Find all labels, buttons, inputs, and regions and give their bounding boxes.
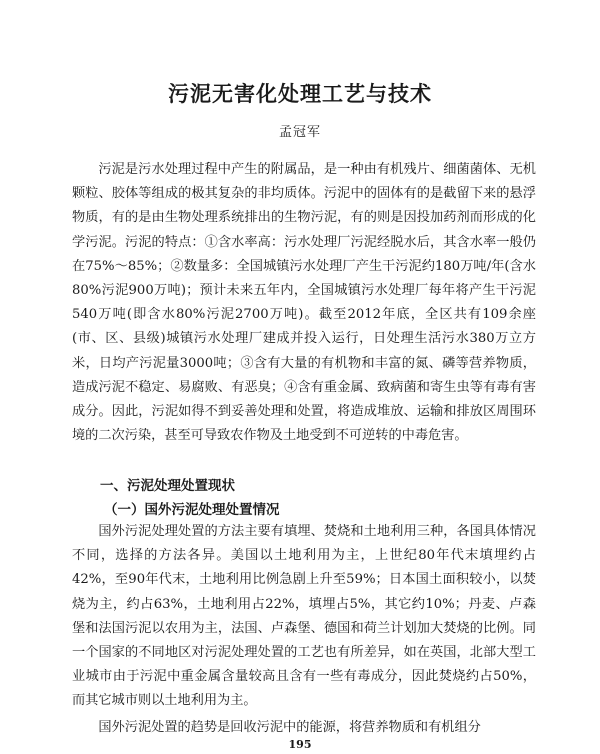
- author-name: 孟冠军: [278, 125, 321, 140]
- paragraph: 国外污泥处理处置的方法主要有填埋、焚烧和土地利用三种，各国具体情况不同，选择的方法各异。美国以土地利用为主，上世纪80年代末填埋约占42%，至90年代末，土地利用比例急剧上升至59%；日本国土面积较小，以焚烧为主，约占63%，土地利用占22%，填埋占5%，其它约10%；丹麦、卢森堡和法国污泥以农用为主，法国、卢森堡、德国和荷兰计划加大焚烧的比例。同一个国家的不同地区对污泥处理处置的工艺也有所差异，如在英国，北部大型工业城市由于污泥中重金属含量较高且含有一些有毒成分，因此焚烧约占50%，而其它城市则以土地利用为主。: [72, 524, 536, 709]
- subsection-heading: （一）国外污泥处理处置情况: [104, 502, 280, 518]
- paragraph: 国外污泥处置的趋势是回收污泥中的能源，将营养物质和有机组分: [98, 720, 481, 735]
- body-text-intro: [72, 158, 536, 448]
- section-heading: 一、污泥处理处置现状: [100, 478, 235, 494]
- body-text-foreign: [72, 520, 536, 714]
- paragraph: 污泥是污水处理过程中产生的附属品，是一种由有机残片、细菌菌体、无机颗粒、胶体等组成的极其复杂的非均质体。污泥中的固体有的是截留下来的悬浮物质，有的是由生物处理系统排出的生物污泥，有的则是因投加药剂而形成的化学污泥。污泥的特点：①含水率高：污水处理厂污泥经脱水后，其含水率一般仍在75%～85%；②数量多：全国城镇污水处理厂产生干污泥约180万吨/年(含水80%污泥900万吨)；预计未来五年内，全国城镇污水处理厂每年将产生干污泥540万吨(即含水80%污泥2700万吨)。截至2012年底，全区共有109余座(市、区、县级)城镇污水处理厂建成并投入运行，日处理生活污水380万立方米，日均产污泥量3000吨；③含有大量的有机物和丰富的氮、磷等营养物质，造成污泥不稳定、易腐败、有恶臭；④含有重金属、致病菌和寄生虫等有毒有害成分。因此，污泥如得不到妥善处理和处置，将造成堆放、运输和排放区周围环境的二次污染，甚至可导致农作物及土地受到不可逆转的中毒危害。: [72, 162, 536, 444]
- page-number: 195: [288, 738, 312, 751]
- document-title: 污泥无害化处理工艺与技术: [168, 82, 432, 106]
- body-text-trend: [72, 716, 536, 740]
